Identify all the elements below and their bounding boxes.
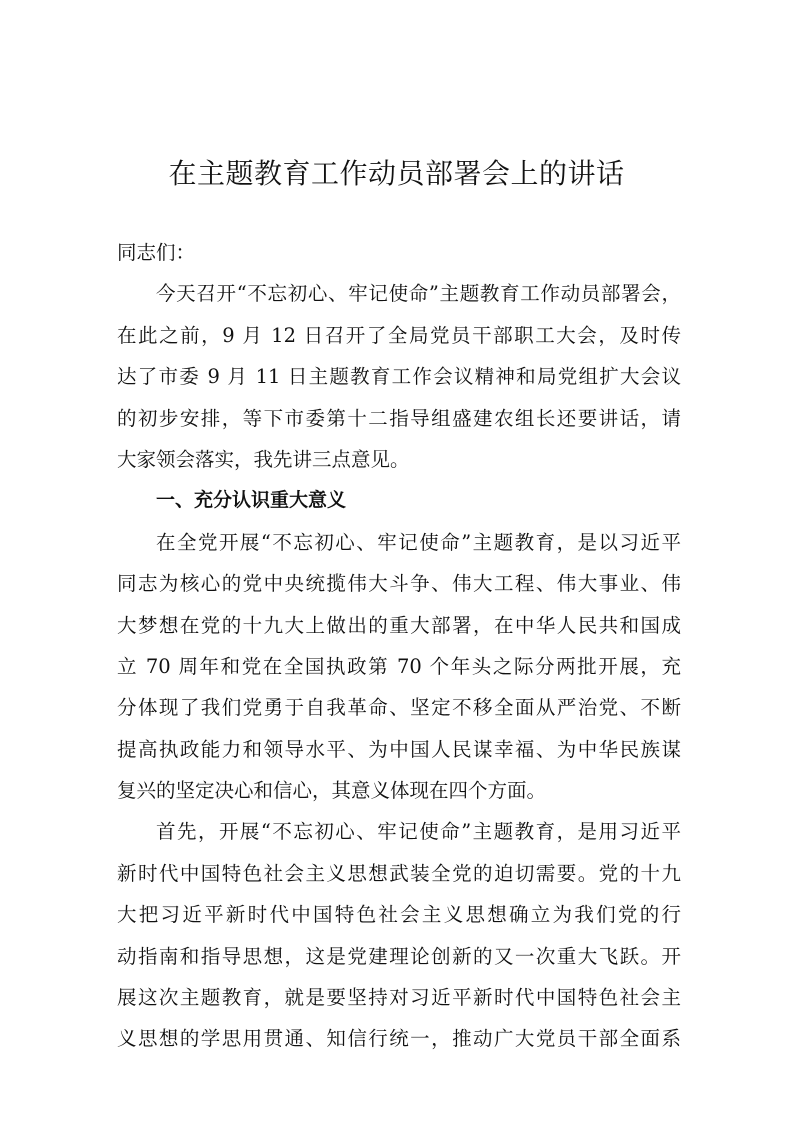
paragraph-1-line-3: 达了市委 9 月 11 日主题教育工作会议精神和局党组扩大会议 [117, 365, 681, 389]
paragraph-2-line-7: 复兴的坚定决心和信心，其意义体现在四个方面。 [117, 779, 547, 803]
paragraph-2-line-3: 大梦想在党的十九大上做出的重大部署，在中华人民共和国成 [117, 613, 681, 637]
paragraph-1-line-4: 的初步安排，等下市委第十二指导组盛建农组长还要讲话，请 [117, 406, 681, 430]
paragraph-2-line-4: 立 70 周年和党在全国执政第 70 个年头之际分两批开展，充 [117, 654, 681, 678]
paragraph-2-line-1: 在全党开展“不忘初心、牢记使命”主题教育，是以习近平 [156, 530, 681, 554]
document-title: 在主题教育工作动员部署会上的讲话 [168, 157, 625, 190]
paragraph-2-line-5: 分体现了我们党勇于自我革命、坚定不移全面从严治党、不断 [117, 696, 681, 720]
paragraph-3-line-2: 新时代中国特色社会主义思想武装全党的迫切需要。党的十九 [117, 861, 681, 885]
paragraph-1-line-5: 大家领会落实，我先讲三点意见。 [117, 447, 410, 471]
salutation: 同志们： [117, 241, 196, 264]
paragraph-2-line-6: 提高执政能力和领导水平、为中国人民谋幸福、为中华民族谋 [117, 737, 681, 761]
section-heading-1: 一、充分认识重大意义 [156, 489, 347, 512]
paragraph-1-line-1: 今天召开“不忘初心、牢记使命”主题教育工作动员部署会， [156, 282, 681, 306]
paragraph-3-line-4: 动指南和指导思想，这是党建理论创新的又一次重大飞跃。开 [117, 944, 681, 968]
paragraph-2-line-2: 同志为核心的党中央统揽伟大斗争、伟大工程、伟大事业、伟 [117, 572, 681, 596]
paragraph-3-line-1: 首先，开展“不忘初心、牢记使命”主题教育，是用习近平 [156, 820, 681, 844]
paragraph-1-line-2: 在此之前，9 月 12 日召开了全局党员干部职工大会，及时传 [117, 323, 681, 347]
paragraph-3-line-5: 展这次主题教育，就是要坚持对习近平新时代中国特色社会主 [117, 986, 681, 1010]
paragraph-3-line-6: 义思想的学思用贯通、知信行统一，推动广大党员干部全面系 [117, 1027, 681, 1051]
document-body [117, 232, 681, 1060]
paragraph-3-line-3: 大把习近平新时代中国特色社会主义思想确立为我们党的行 [117, 903, 681, 927]
